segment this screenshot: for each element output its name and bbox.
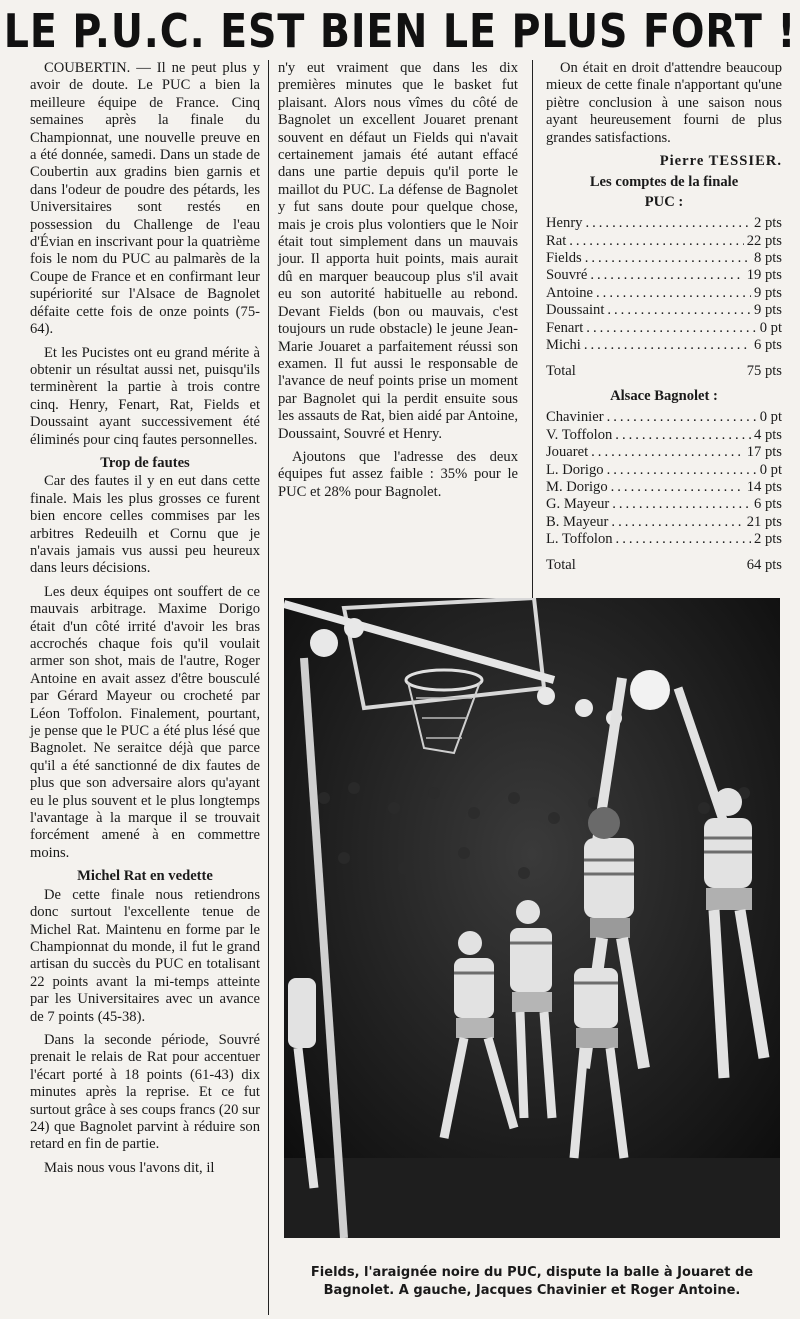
- team-puc-heading: PUC :: [644, 193, 684, 210]
- basketball-photo: [284, 598, 780, 1238]
- headline: LE P.U.C. EST BIEN LE PLUS FORT !: [3, 4, 797, 58]
- total-value: 64 pts: [746, 556, 782, 573]
- player-name: Antoine: [546, 284, 594, 301]
- article-column-1: [30, 60, 260, 1315]
- leader-dots: [585, 250, 751, 267]
- player-name: V. Toffolon: [546, 426, 613, 443]
- puc-score-list: [546, 215, 782, 354]
- score-row: [546, 302, 782, 319]
- player-name: Rat: [546, 232, 567, 249]
- score-row: [546, 479, 782, 496]
- score-row: [546, 250, 782, 267]
- paragraph: Ajoutons que l'adresse des deux équipes fut assez faible : 35% pour le PUC et 28% pour Bagnolet.: [278, 448, 518, 500]
- player-name: Michi: [546, 337, 581, 354]
- player-name: L. Dorigo: [546, 461, 604, 478]
- leader-dots: [590, 267, 743, 284]
- signature: Pierre TESSIER.: [659, 153, 782, 170]
- paragraph: Mais nous vous l'avons dit, il: [44, 1159, 215, 1176]
- score-row: [546, 514, 782, 531]
- leader-dots: [586, 320, 756, 337]
- paragraph: De cette finale nous retiendrons donc surtout l'excellente tenue de Michel Rat. Maintenu en forme par le Championnat du monde, il fut le grand artisan du succès du PUC en totalisant 22 points avant la mi-temps atteinte par les Universitaires avec un avance de 7 points (45-38).: [30, 886, 260, 1025]
- player-points: 2 pts: [754, 215, 782, 232]
- leader-dots: [612, 496, 751, 513]
- player-points: 0 pt: [759, 409, 782, 426]
- bagnolet-total-row: [546, 557, 782, 574]
- score-row: [546, 233, 782, 250]
- player-points: 9 pts: [754, 284, 782, 301]
- scores-title: Les comptes de la finale: [589, 174, 739, 191]
- total-label: Total: [546, 556, 576, 573]
- score-row: [546, 285, 782, 302]
- caption-line: Bagnolet. A gauche, Jacques Chavinier et Roger Antoine.: [323, 1283, 741, 1298]
- leader-dots: [585, 215, 751, 232]
- column-rule-2: [532, 60, 533, 598]
- player-name: Chavinier: [546, 409, 604, 426]
- player-name: L. Toffolon: [546, 531, 613, 548]
- leader-dots: [584, 337, 751, 354]
- leader-dots: [591, 444, 744, 461]
- column-rule-1: [268, 60, 269, 1315]
- paragraph: Car des fautes il y en eut dans cette finale. Mais les plus grosses ce furent bien encore celles commises par les arbitres Redeuilh et Cornu que je n'avais jamais vus aussi peu heureux dans leurs décisions.: [30, 473, 260, 577]
- player-name: Jouaret: [546, 444, 589, 461]
- paragraph: On était en droit d'attendre beaucoup mieux de cette finale n'apportant qu'une piètre conclusion à une saison nous ayant heureusement fourni de plus grandes satisfactions.: [546, 60, 782, 146]
- player-name: Henry: [546, 215, 583, 232]
- score-row: [546, 337, 782, 354]
- photo-caption: [284, 1264, 780, 1300]
- player-name: B. Mayeur: [546, 513, 609, 530]
- player-points: 14 pts: [746, 478, 782, 495]
- leader-dots: [611, 479, 744, 496]
- total-label: Total: [546, 362, 576, 379]
- paragraph: COUBERTIN. — Il ne peut plus y avoir de doute. Le PUC a bien la meilleure équipe de France. Cinq semaines après la finale du Championnat, une nouvelle preuve en a été donnée, samedi. Dans un stade de Coubertin aux gradins bien garnis et dans l'odeur de poudre des pétards, les Universitaires sont restés en possession du Challenge de l'eau d'Évian en inscrivant pour la quatrième fois le nom du PUC au palmarès de la Coupe de France et en confirmant leur supériorité sur l'Alsace de Bagnolet défaite cette fois de onze points (75-64).: [30, 60, 260, 338]
- player-name: Doussaint: [546, 302, 605, 319]
- leader-dots: [607, 462, 757, 479]
- score-row: [546, 444, 782, 461]
- leader-dots: [615, 427, 751, 444]
- paragraph: Les deux équipes ont souffert de ce mauvais arbitrage. Maxime Dorigo était d'un côté irrité d'avoir les bras accrochés chaque fois qu'il voulait armer son shot, mais de l'autre, Roger Antoine en avait assez d'être bousculé par Gérard Mayeur ou crocheté par Léon Toffolon. Finalement, pourtant, je pense que le PUC a été plus lésé que Bagnolet. Ne seraitce déjà que parce qu'il a été sanctionné de dix fautes de plus que son adversaire alors qu'ayant eu le plus souvent et le plus longtemps l'avantage à la marque il se trouvait forcément amené à en commettre moins.: [30, 583, 260, 861]
- score-row: [546, 496, 782, 513]
- basketball-photo-drawing: [284, 598, 780, 1238]
- score-row: [546, 320, 782, 337]
- player-name: M. Dorigo: [546, 478, 608, 495]
- player-points: 0 pt: [759, 319, 782, 336]
- player-name: Fenart: [546, 319, 584, 336]
- bagnolet-score-list: [546, 409, 782, 548]
- subheading: Michel Rat en vedette: [77, 868, 213, 885]
- leader-dots: [569, 233, 743, 250]
- player-points: 0 pt: [759, 461, 782, 478]
- player-points: 21 pts: [746, 513, 782, 530]
- score-row: [546, 427, 782, 444]
- player-points: 22 pts: [746, 232, 782, 249]
- puc-total-row: [546, 363, 782, 380]
- player-points: 2 pts: [754, 531, 782, 548]
- player-name: Fields: [546, 250, 582, 267]
- leader-dots: [607, 302, 751, 319]
- total-value: 75 pts: [746, 362, 782, 379]
- player-points: 6 pts: [754, 337, 782, 354]
- article-column-3: [546, 60, 782, 600]
- paragraph: n'y eut vraiment que dans les dix premières minutes que le basket fut plaisant. Alors nous vîmes du côté de Bagnolet un excellent Jouaret prenant souvent en défaut un Fields qui n'avait certainement jamais été autant effacé dans une partie depuis qu'il porte le maillot du PUC. La défense de Bagnolet y fut sans doute pour quelque chose, mais je crois plus volontiers que le Noir était tout simplement dans un mauvais jour. Il apporta huit points, mais aurait dû en marquer beaucoup plus s'il avait eu son autorité habituelle au rebond. Devant Fields (bon ou mauvais, c'est toujours un rude obstacle) le jeune Jean-Marie Jouaret a parfaitement réussi son examen. Il fut aussi le responsable de l'avance de neuf points prise un moment par Bagnolet qui la perdit ensuite sous les assauts de Rat, bien aidé par Antoine, Doussaint, Souvré et Henry.: [278, 60, 518, 442]
- subheading: Trop de fautes: [100, 454, 190, 471]
- leader-dots: [611, 514, 743, 531]
- paragraph: Et les Pucistes ont eu grand mérite à obtenir un résultat aussi net, puisqu'ils terminèrent la partie à trois contre cinq. Henry, Fenart, Rat, Fields et Doussaint ayant successivement été éliminés pour cinq fautes personnelles.: [30, 344, 260, 448]
- player-points: 6 pts: [754, 496, 782, 513]
- player-name: G. Mayeur: [546, 496, 610, 513]
- caption-line: Fields, l'araignée noire du PUC, dispute la balle à Jouaret de: [310, 1265, 754, 1280]
- leader-dots: [596, 285, 751, 302]
- score-row: [546, 267, 782, 284]
- player-points: 19 pts: [746, 267, 782, 284]
- score-row: [546, 215, 782, 232]
- score-row: [546, 531, 782, 548]
- team-bagnolet-heading: Alsace Bagnolet :: [610, 387, 718, 404]
- player-points: 4 pts: [754, 426, 782, 443]
- article-column-2: [278, 60, 518, 600]
- leader-dots: [616, 531, 751, 548]
- player-points: 9 pts: [754, 302, 782, 319]
- score-row: [546, 409, 782, 426]
- leader-dots: [607, 409, 757, 426]
- player-points: 17 pts: [746, 444, 782, 461]
- score-row: [546, 462, 782, 479]
- player-name: Souvré: [546, 267, 588, 284]
- paragraph: Dans la seconde période, Souvré prenait le relais de Rat pour accentuer l'écart porté à 18 points (61-43) dix minutes après la reprise. Et ce fut surtout grâce à ses coups francs (20 sur 24) que Bagnolet parvint à réduire son retard en fin de partie.: [30, 1031, 260, 1153]
- player-points: 8 pts: [754, 250, 782, 267]
